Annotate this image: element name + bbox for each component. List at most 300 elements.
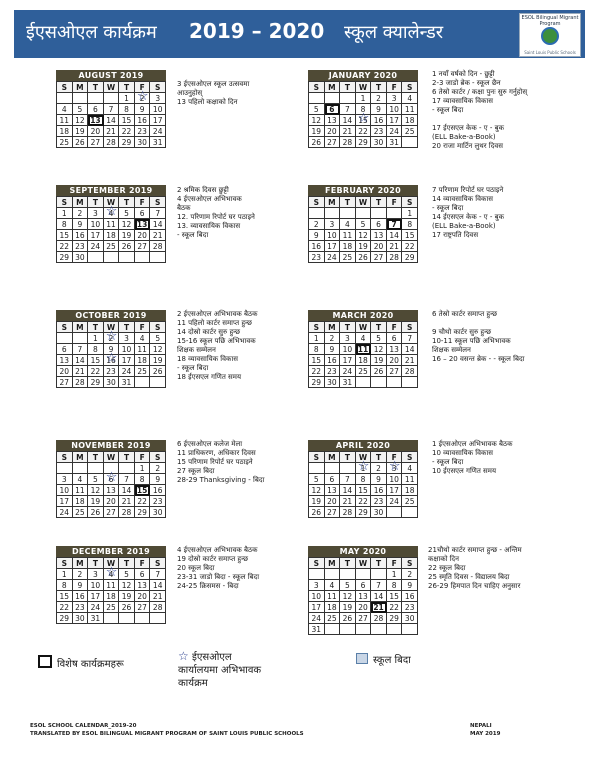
day-cell: 3: [88, 208, 104, 219]
month-title: SEPTEMBER 2019: [56, 185, 166, 196]
event-note: 13 पहिलो कक्षाको दिन: [177, 98, 238, 106]
day-cell: 22: [387, 602, 403, 613]
day-cell: 7: [387, 219, 403, 230]
day-cell: 20: [88, 126, 104, 137]
weekday-header: T: [371, 558, 387, 569]
star-icon: ☆: [178, 649, 189, 663]
day-cell: 12: [340, 591, 356, 602]
day-cell: 11: [104, 580, 120, 591]
event-note: 25 स्मृति दिवस - विद्यालय बिदा: [428, 573, 510, 581]
day-cell: 5: [309, 474, 325, 485]
day-cell: 21: [340, 496, 356, 507]
day-cell: 25: [73, 507, 89, 518]
day-cell: 21: [150, 230, 166, 241]
day-cell: 8: [402, 219, 418, 230]
day-cell: 8: [57, 580, 73, 591]
day-cell: 27: [135, 602, 151, 613]
weekday-header: M: [325, 558, 341, 569]
weekday-header: M: [325, 197, 341, 208]
day-cell: 26: [119, 241, 135, 252]
day-cell: 28: [104, 137, 120, 148]
day-cell: 17: [387, 115, 403, 126]
event-note: 2-3 जाडो ब्रेक - स्कूल छैन: [432, 79, 501, 87]
day-cell: 7: [402, 333, 418, 344]
notes-september: [177, 186, 337, 240]
day-cell: 16 ☆: [104, 355, 120, 366]
day-cell: 4 ☆: [104, 208, 120, 219]
day-cell: 14: [340, 485, 356, 496]
event-note: 6 तेस्रो कार्टर समाप्त हुन्छ: [432, 310, 498, 318]
day-cell: 24: [88, 241, 104, 252]
day-cell: 29: [356, 137, 372, 148]
day-cell: 28: [150, 241, 166, 252]
day-cell: 13: [325, 115, 341, 126]
footer-date: MAY 2019: [470, 731, 501, 737]
weekday-header: S: [402, 452, 418, 463]
event-note: आउनुहोस्: [177, 89, 203, 97]
day-cell: 23: [309, 252, 325, 263]
day-cell: 19: [88, 496, 104, 507]
notes-april: [432, 440, 592, 476]
notes-may: [428, 546, 588, 591]
day-cell: 22: [309, 366, 325, 377]
day-cell: 20: [356, 602, 372, 613]
logo-subtext: Saint Louis Public Schools: [524, 50, 576, 55]
day-cell: 5: [371, 333, 387, 344]
day-cell: 31: [119, 377, 135, 388]
day-cell: 24: [88, 602, 104, 613]
day-cell: 13: [104, 485, 120, 496]
day-cell: 6: [371, 219, 387, 230]
day-cell: 1: [57, 208, 73, 219]
weekday-header: F: [387, 82, 403, 93]
day-cell: 20: [57, 366, 73, 377]
event-note: 19 दोस्रो कार्टर समाप्त हुन्छ: [177, 555, 249, 563]
day-cell: 16: [402, 591, 418, 602]
day-cell: 8: [309, 344, 325, 355]
day-cell: 27: [104, 507, 120, 518]
day-cell: 18: [135, 355, 151, 366]
day-cell: 18: [73, 496, 89, 507]
day-cell: 18: [402, 115, 418, 126]
weekday-header: F: [387, 452, 403, 463]
weekday-header: M: [73, 452, 89, 463]
day-cell: 21: [104, 126, 120, 137]
event-note: 1 ईएसओएल अभिभावक बैठक: [432, 440, 513, 448]
day-cell: 27: [325, 137, 341, 148]
day-cell: 6: [135, 208, 151, 219]
weekday-header: T: [119, 322, 135, 333]
day-cell: 14: [150, 580, 166, 591]
day-cell: 22: [402, 241, 418, 252]
weekday-header: T: [119, 197, 135, 208]
month-grid: [56, 196, 166, 263]
day-cell: 27: [356, 613, 372, 624]
empty-cell: [119, 613, 135, 624]
empty-cell: [402, 507, 418, 518]
day-cell: 16: [73, 591, 89, 602]
day-cell: 27: [371, 252, 387, 263]
event-note: - स्कूल बिदा: [432, 458, 464, 466]
day-cell: 13: [356, 591, 372, 602]
event-note: - स्कूल बिदा: [177, 364, 209, 372]
day-cell: 30: [104, 377, 120, 388]
day-cell: 9: [150, 474, 166, 485]
day-cell: 12: [371, 344, 387, 355]
event-note: (ELL Bake-a-Book): [432, 222, 496, 230]
day-cell: 18: [325, 602, 341, 613]
day-cell: 19: [150, 355, 166, 366]
day-cell: 2 ☆: [104, 333, 120, 344]
event-note: शिक्षक सम्मेलन: [177, 346, 216, 354]
month-grid: [56, 557, 166, 624]
weekday-header: W: [104, 197, 120, 208]
day-cell: 29: [402, 252, 418, 263]
day-cell: 9: [325, 344, 341, 355]
day-cell: 18: [104, 230, 120, 241]
day-cell: 3: [57, 474, 73, 485]
event-note: 6 ईएसओएल कलेज मेला: [177, 440, 243, 448]
day-cell: 11: [325, 591, 341, 602]
weekday-header: T: [371, 452, 387, 463]
day-cell: 4: [73, 474, 89, 485]
day-cell: 17: [387, 485, 403, 496]
day-cell: 5: [73, 104, 89, 115]
program-title: ईएसओएल कार्यक्रम: [26, 22, 157, 43]
day-cell: 30: [73, 613, 89, 624]
day-cell: 23: [73, 602, 89, 613]
empty-cell: [150, 252, 166, 263]
day-cell: 19: [309, 496, 325, 507]
day-cell: 4: [135, 333, 151, 344]
month-title: FEBRUARY 2020: [308, 185, 418, 196]
weekday-header: F: [387, 558, 403, 569]
day-cell: 3: [387, 93, 403, 104]
weekday-header: S: [150, 322, 166, 333]
day-cell: 12: [356, 230, 372, 241]
day-cell: 5: [340, 580, 356, 591]
event-note: शिक्षक सम्मेलन: [432, 346, 471, 354]
day-cell: 15: [88, 355, 104, 366]
weekday-header: S: [402, 82, 418, 93]
day-cell: 11: [402, 104, 418, 115]
day-cell: 24: [309, 613, 325, 624]
day-cell: 5: [150, 333, 166, 344]
day-cell: 25: [104, 602, 120, 613]
legend-esol-line1: ईएसओएल: [191, 652, 232, 663]
weekday-header: W: [104, 452, 120, 463]
day-cell: 9: [371, 474, 387, 485]
event-note: 10 ईएसएल गणित समय: [432, 467, 497, 475]
day-cell: 20: [371, 241, 387, 252]
day-cell: 27: [88, 137, 104, 148]
day-cell: 29: [309, 377, 325, 388]
day-cell: 24: [387, 126, 403, 137]
legend-esol-line2: कार्यालयमा अभिभावक: [178, 665, 262, 676]
day-cell: 15: [57, 591, 73, 602]
day-cell: 15: [387, 591, 403, 602]
footer: [30, 722, 570, 738]
day-cell: 3: [309, 580, 325, 591]
day-cell: 9: [73, 580, 89, 591]
event-note: 4 ईएसओएल अभिभावक बैठक: [177, 546, 258, 554]
empty-cell: [371, 377, 387, 388]
day-cell: 31: [150, 137, 166, 148]
day-cell: 26: [356, 252, 372, 263]
day-cell: 8: [57, 219, 73, 230]
day-cell: 6: [57, 344, 73, 355]
day-cell: 8: [356, 104, 372, 115]
day-cell: 17: [119, 355, 135, 366]
day-cell: 19: [119, 591, 135, 602]
empty-cell: [104, 93, 120, 104]
day-cell: 2: [371, 93, 387, 104]
day-cell: 1: [88, 333, 104, 344]
day-cell: 15: [402, 230, 418, 241]
event-note: 9 चौथो कार्टर सुरु हुन्छ: [432, 328, 492, 336]
day-cell: 12: [88, 485, 104, 496]
weekday-header: T: [119, 558, 135, 569]
weekday-header: M: [73, 558, 89, 569]
day-cell: 25: [135, 366, 151, 377]
weekday-header: W: [356, 558, 372, 569]
day-cell: 9: [104, 344, 120, 355]
calendar-october-2019: [56, 310, 166, 388]
day-cell: 19: [340, 602, 356, 613]
month-grid: [56, 81, 166, 148]
day-cell: 6: [387, 333, 403, 344]
day-cell: 1 ☆: [356, 463, 372, 474]
day-cell: 30: [135, 137, 151, 148]
day-cell: 23: [104, 366, 120, 377]
event-note: - स्कूल बिदा: [432, 106, 464, 114]
school-year: 2019 – 2020: [189, 19, 325, 43]
weekday-header: S: [309, 197, 325, 208]
weekday-header: T: [340, 452, 356, 463]
day-cell: 8: [88, 344, 104, 355]
day-cell: 16: [309, 241, 325, 252]
weekday-header: W: [356, 82, 372, 93]
day-cell: 23: [371, 496, 387, 507]
day-cell: 5: [119, 569, 135, 580]
weekday-header: M: [73, 82, 89, 93]
day-cell: 10: [150, 104, 166, 115]
day-cell: 25: [57, 137, 73, 148]
notes-november: [177, 440, 337, 485]
notes-march: [432, 310, 592, 364]
empty-cell: [402, 137, 418, 148]
day-cell: 1: [356, 93, 372, 104]
day-cell: 12: [119, 580, 135, 591]
month-title: MARCH 2020: [308, 310, 418, 321]
weekday-header: F: [135, 322, 151, 333]
notes-december: [177, 546, 337, 591]
day-cell: 1: [57, 569, 73, 580]
calendar-august-2019: [56, 70, 166, 148]
event-note: 11 पहिलो कार्टर समाप्त हुन्छ: [177, 319, 252, 327]
day-cell: 22: [57, 241, 73, 252]
calendar-header: [14, 10, 585, 58]
day-cell: 6: [356, 580, 372, 591]
day-cell: 20: [135, 591, 151, 602]
month-grid: [56, 451, 166, 518]
empty-cell: [340, 624, 356, 635]
day-cell: 30: [371, 137, 387, 148]
weekday-header: W: [356, 322, 372, 333]
logo-text: ESOL Bilingual Migrant Program: [521, 15, 579, 27]
event-note: 28-29 Thanksgiving - बिदा: [177, 476, 265, 484]
day-cell: 2: [325, 333, 341, 344]
day-cell: 7: [104, 104, 120, 115]
empty-cell: [73, 463, 89, 474]
day-cell: 24: [119, 366, 135, 377]
weekday-header: S: [402, 558, 418, 569]
day-cell: 31: [309, 624, 325, 635]
day-cell: 16: [371, 115, 387, 126]
day-cell: 24: [325, 252, 341, 263]
day-cell: 29: [88, 377, 104, 388]
day-cell: 9: [73, 219, 89, 230]
program-logo: [519, 13, 581, 57]
day-cell: 17: [57, 496, 73, 507]
day-cell: 7: [340, 474, 356, 485]
event-note: 6 तेस्रो कार्टर / कक्षा पुनः सुरु गर्नुहोस्: [432, 88, 528, 96]
day-cell: 3: [150, 93, 166, 104]
day-cell: 1: [135, 463, 151, 474]
day-cell: 28: [73, 377, 89, 388]
empty-cell: [402, 624, 418, 635]
day-cell: 4: [402, 93, 418, 104]
day-cell: 13: [57, 355, 73, 366]
day-cell: 21: [73, 366, 89, 377]
weekday-header: T: [340, 82, 356, 93]
day-cell: 25: [356, 366, 372, 377]
day-cell: 28: [387, 252, 403, 263]
day-cell: 28: [340, 507, 356, 518]
day-cell: 20: [325, 496, 341, 507]
footer-line1: ESOL SCHOOL CALENDAR_2019-20: [30, 723, 137, 729]
event-note: 16 – 20 वसन्त ब्रेक - - स्कूल बिदा: [432, 355, 525, 363]
day-cell: 21: [387, 241, 403, 252]
day-cell: 22: [57, 602, 73, 613]
empty-cell: [356, 208, 372, 219]
day-cell: 13: [88, 115, 104, 126]
empty-cell: [340, 463, 356, 474]
legend-holiday-label: स्कूल बिदा: [373, 655, 411, 666]
weekday-header: M: [325, 452, 341, 463]
day-cell: 9: [309, 230, 325, 241]
event-note: कक्षाको दिन: [428, 555, 460, 563]
day-cell: 2: [371, 463, 387, 474]
empty-cell: [387, 507, 403, 518]
day-cell: 14: [119, 485, 135, 496]
day-cell: 11: [135, 344, 151, 355]
day-cell: 10: [340, 344, 356, 355]
month-title: MAY 2020: [308, 546, 418, 557]
weekday-header: S: [309, 558, 325, 569]
day-cell: 12: [309, 485, 325, 496]
day-cell: 23: [135, 126, 151, 137]
day-cell: 8: [135, 474, 151, 485]
day-cell: 29: [135, 507, 151, 518]
weekday-header: M: [73, 322, 89, 333]
empty-cell: [340, 208, 356, 219]
empty-cell: [88, 93, 104, 104]
empty-cell: [135, 613, 151, 624]
day-cell: 28: [402, 366, 418, 377]
weekday-header: S: [150, 197, 166, 208]
empty-cell: [150, 377, 166, 388]
event-note: 7 परिणाम रिपोर्ट घर पठाइने: [432, 186, 504, 194]
day-cell: 2: [309, 219, 325, 230]
day-cell: 23: [325, 366, 341, 377]
weekday-header: W: [104, 82, 120, 93]
calendar-november-2019: [56, 440, 166, 518]
weekday-header: S: [309, 452, 325, 463]
day-cell: 25: [402, 496, 418, 507]
weekday-header: F: [135, 197, 151, 208]
weekday-header: W: [104, 322, 120, 333]
day-cell: 14: [340, 115, 356, 126]
weekday-header: W: [104, 558, 120, 569]
day-cell: 30: [402, 613, 418, 624]
day-cell: 19: [356, 241, 372, 252]
day-cell: 8: [387, 580, 403, 591]
day-cell: 17: [150, 115, 166, 126]
day-cell: 26: [119, 602, 135, 613]
day-cell: 14: [402, 344, 418, 355]
day-cell: 13: [135, 219, 151, 230]
day-cell: 24: [340, 366, 356, 377]
day-cell: 18: [104, 591, 120, 602]
empty-cell: [73, 333, 89, 344]
calendar-september-2019: [56, 185, 166, 263]
day-cell: 27: [387, 366, 403, 377]
day-cell: 19: [309, 126, 325, 137]
day-cell: 6: [325, 474, 341, 485]
event-note: 11 प्राधिकरण, अधिकार दिवस: [177, 449, 256, 457]
day-cell: 29: [119, 137, 135, 148]
empty-cell: [119, 463, 135, 474]
event-note: 17 व्यावसायिक विकास: [432, 97, 493, 105]
day-cell: 5: [88, 474, 104, 485]
day-cell: 15 ☆: [356, 115, 372, 126]
day-cell: 23: [371, 126, 387, 137]
day-cell: 15: [119, 115, 135, 126]
event-note: 21चौथो कार्टर समाप्त हुन्छ - अन्तिम: [428, 546, 522, 554]
legend-special-label: विशेष कार्यक्रमहरू: [57, 659, 124, 670]
day-cell: 15: [135, 485, 151, 496]
day-cell: 13: [387, 344, 403, 355]
day-cell: 16: [371, 485, 387, 496]
weekday-header: M: [73, 197, 89, 208]
day-cell: 12: [309, 115, 325, 126]
day-cell: 14: [73, 355, 89, 366]
day-cell: 1: [119, 93, 135, 104]
day-cell: 8: [356, 474, 372, 485]
day-cell: 2: [150, 463, 166, 474]
event-note: 4 ईएसओएल अभिभावक: [177, 195, 242, 203]
weekday-header: W: [356, 197, 372, 208]
calendar-december-2019: [56, 546, 166, 624]
event-note: 14 दोस्रो कार्टर सुरु हुन्छ: [177, 328, 241, 336]
day-cell: 25: [104, 241, 120, 252]
weekday-header: F: [135, 558, 151, 569]
weekday-header: F: [387, 197, 403, 208]
day-cell: 10: [88, 219, 104, 230]
weekday-header: T: [340, 197, 356, 208]
weekday-header: T: [340, 322, 356, 333]
